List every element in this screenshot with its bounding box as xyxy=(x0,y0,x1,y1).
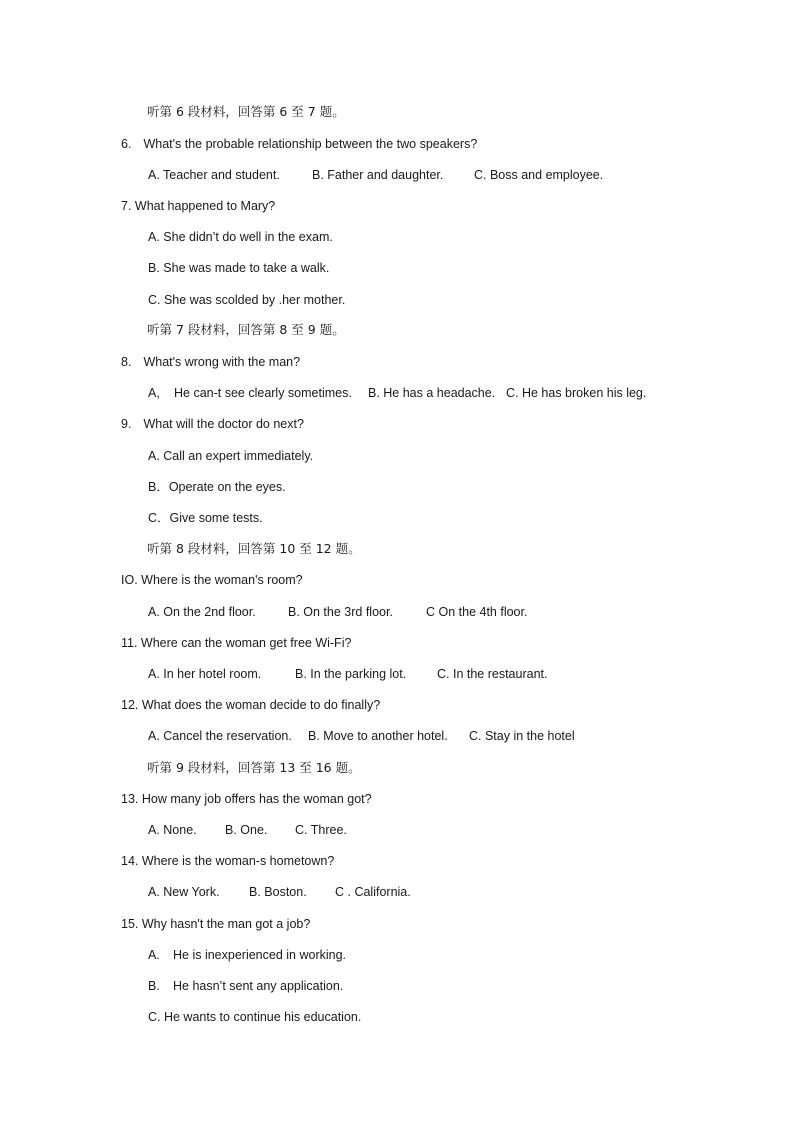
question-number: 6. xyxy=(121,137,132,151)
question-12: 12. What does the woman decide to do finally? xyxy=(121,698,381,712)
option-a: A. In her hotel room. xyxy=(148,667,262,681)
option-b: B. In the parking lot. xyxy=(295,667,407,681)
option-a-label: A, xyxy=(148,386,160,400)
section-heading-7: 听第 7 段材料，回答第 8 至 9 题。 xyxy=(147,322,345,337)
question-14: 14. Where is the woman-s hometown? xyxy=(121,854,335,868)
option-a: A. Teacher and student. xyxy=(148,168,280,182)
question-text: What will the doctor do next? xyxy=(143,417,304,431)
option-b: B. One. xyxy=(225,823,268,837)
question-text: What's the probable relationship between the two speakers? xyxy=(143,137,478,151)
option-a-label: A. xyxy=(148,948,160,962)
option-a: A. Call an expert immediately. xyxy=(148,449,314,463)
question-15: 15. Why hasn't the man got a job? xyxy=(121,917,311,931)
option-a: He is inexperienced in working. xyxy=(173,948,347,962)
option-b: B. She was made to take a walk. xyxy=(148,261,330,275)
question-number: 8. xyxy=(121,355,132,369)
question-7: 7. What happened to Mary? xyxy=(121,199,276,213)
question-11: 11. Where can the woman get free Wi-Fi? xyxy=(121,636,352,650)
question-text: What's wrong with the man? xyxy=(143,355,301,369)
section-heading-9: 听第 9 段材料，回答第 13 至 16 题。 xyxy=(147,760,361,775)
option-c: C On the 4th floor. xyxy=(426,605,528,619)
option-b: B. He has a headache. xyxy=(368,386,496,400)
question-number: 9. xyxy=(121,417,132,431)
option-c: C. Boss and employee. xyxy=(474,168,604,182)
option-b: B. Father and daughter. xyxy=(312,168,444,182)
option-c: C. Three. xyxy=(295,823,347,837)
option-c: C. In the restaurant. xyxy=(437,667,548,681)
section-heading-6: 听第 6 段材料，回答第 6 至 7 题。 xyxy=(147,104,345,119)
option-b-label: B. xyxy=(148,979,160,993)
option-b: He hasn’t sent any application. xyxy=(173,979,344,993)
section-heading-8: 听第 8 段材料，回答第 10 至 12 题。 xyxy=(147,541,361,556)
question-9 xyxy=(121,416,304,432)
question-13: 13. How many job offers has the woman got? xyxy=(121,792,372,806)
option-c: C．Give some tests. xyxy=(148,511,263,525)
option-a: A. On the 2nd floor. xyxy=(148,605,256,619)
option-a: A. None. xyxy=(148,823,197,837)
question-6 xyxy=(121,136,477,152)
question-10: IO. Where is the woman's room? xyxy=(121,573,303,587)
option-c: C. He has broken his leg. xyxy=(506,386,647,400)
option-a: A. Cancel the reservation. xyxy=(148,729,292,743)
option-b: B. Boston. xyxy=(249,885,307,899)
option-a: He can-t see clearly sometimes. xyxy=(174,386,352,400)
option-a: A. New York. xyxy=(148,885,220,899)
option-c: C . California. xyxy=(335,885,411,899)
option-a: A. She didn’t do well in the exam. xyxy=(148,230,333,244)
option-c: C. He wants to continue his education. xyxy=(148,1010,362,1024)
question-8 xyxy=(121,354,300,370)
option-b: B. Move to another hotel. xyxy=(308,729,448,743)
option-c: C. She was scolded by .her mother. xyxy=(148,293,346,307)
option-b: B. On the 3rd floor. xyxy=(288,605,393,619)
option-b: B．Operate on the eyes. xyxy=(148,480,286,494)
option-c: C. Stay in the hotel xyxy=(469,729,575,743)
